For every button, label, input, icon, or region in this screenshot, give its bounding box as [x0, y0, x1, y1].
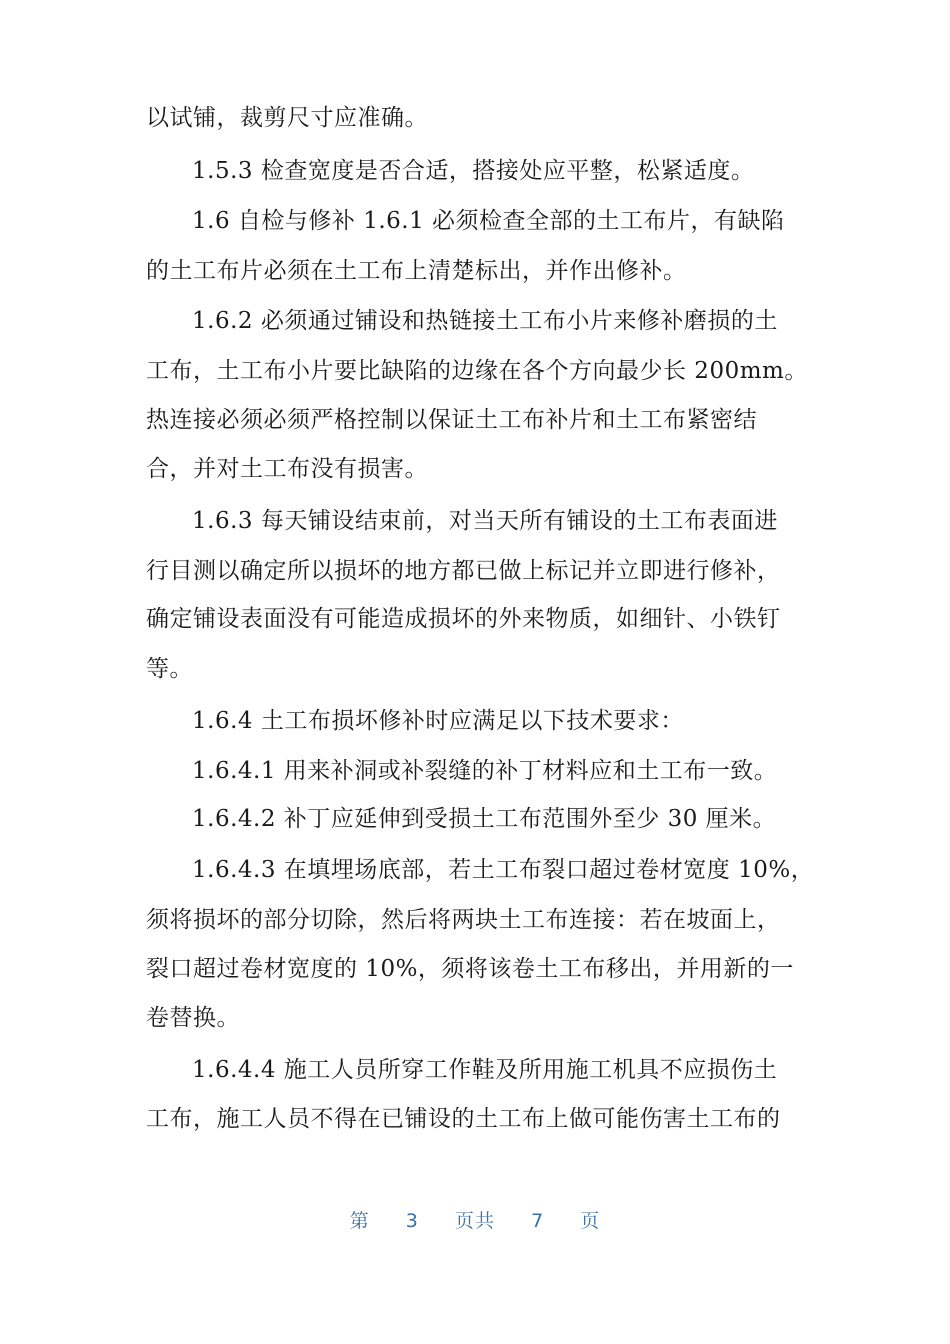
text-line: 等。 — [146, 656, 193, 682]
text-line: 1.6.4.1 用来补洞或补裂缝的补丁材料应和土工布一致。 — [192, 758, 778, 784]
text-line: 工布，施工人员不得在已铺设的土工布上做可能伤害土工布的 — [146, 1106, 781, 1132]
text-line: 裂口超过卷材宽度的 10%，须将该卷土工布移出，并用新的一 — [146, 956, 794, 982]
text-line: 的土工布片必须在土工布上清楚标出，并作出修补。 — [146, 258, 687, 284]
footer-prefix: 第 — [349, 1210, 370, 1232]
text-line: 1.6 自检与修补 1.6.1 必须检查全部的土工布片，有缺陷 — [192, 208, 785, 234]
footer-middle: 页共 — [454, 1210, 495, 1232]
text-line: 确定铺设表面没有可能造成损坏的外来物质，如细针、小铁钉 — [146, 606, 781, 632]
text-line: 1.5.3 检查宽度是否合适，搭接处应平整，松紧适度。 — [192, 158, 755, 184]
text-line: 以试铺，裁剪尺寸应准确。 — [146, 105, 428, 131]
current-page-number: 3 — [405, 1210, 419, 1232]
text-line: 工布，土工布小片要比缺陷的边缘在各个方向最少长 200mm。 — [146, 358, 808, 384]
page-footer — [0, 1206, 950, 1233]
text-line: 卷替换。 — [146, 1005, 240, 1031]
text-line: 热连接必须必须严格控制以保证土工布补片和土工布紧密结 — [146, 407, 757, 433]
text-line: 须将损坏的部分切除，然后将两块土工布连接：若在坡面上， — [146, 907, 781, 933]
text-line: 1.6.2 必须通过铺设和热链接土工布小片来修补磨损的土 — [192, 308, 778, 334]
footer-suffix: 页 — [580, 1210, 601, 1232]
total-pages: 7 — [531, 1210, 545, 1232]
text-line: 行目测以确定所以损坏的地方都已做上标记并立即进行修补， — [146, 558, 781, 584]
text-line: 1.6.4 土工布损坏修补时应满足以下技术要求： — [192, 708, 684, 734]
text-line: 1.6.4.2 补丁应延伸到受损土工布范围外至少 30 厘米。 — [192, 806, 777, 832]
text-line: 1.6.4.4 施工人员所穿工作鞋及所用施工机具不应损伤土 — [192, 1057, 778, 1083]
text-line: 合，并对土工布没有损害。 — [146, 456, 428, 482]
text-line: 1.6.3 每天铺设结束前，对当天所有铺设的土工布表面进 — [192, 508, 778, 534]
text-line: 1.6.4.3 在填埋场底部，若土工布裂口超过卷材宽度 10%， — [192, 857, 815, 883]
